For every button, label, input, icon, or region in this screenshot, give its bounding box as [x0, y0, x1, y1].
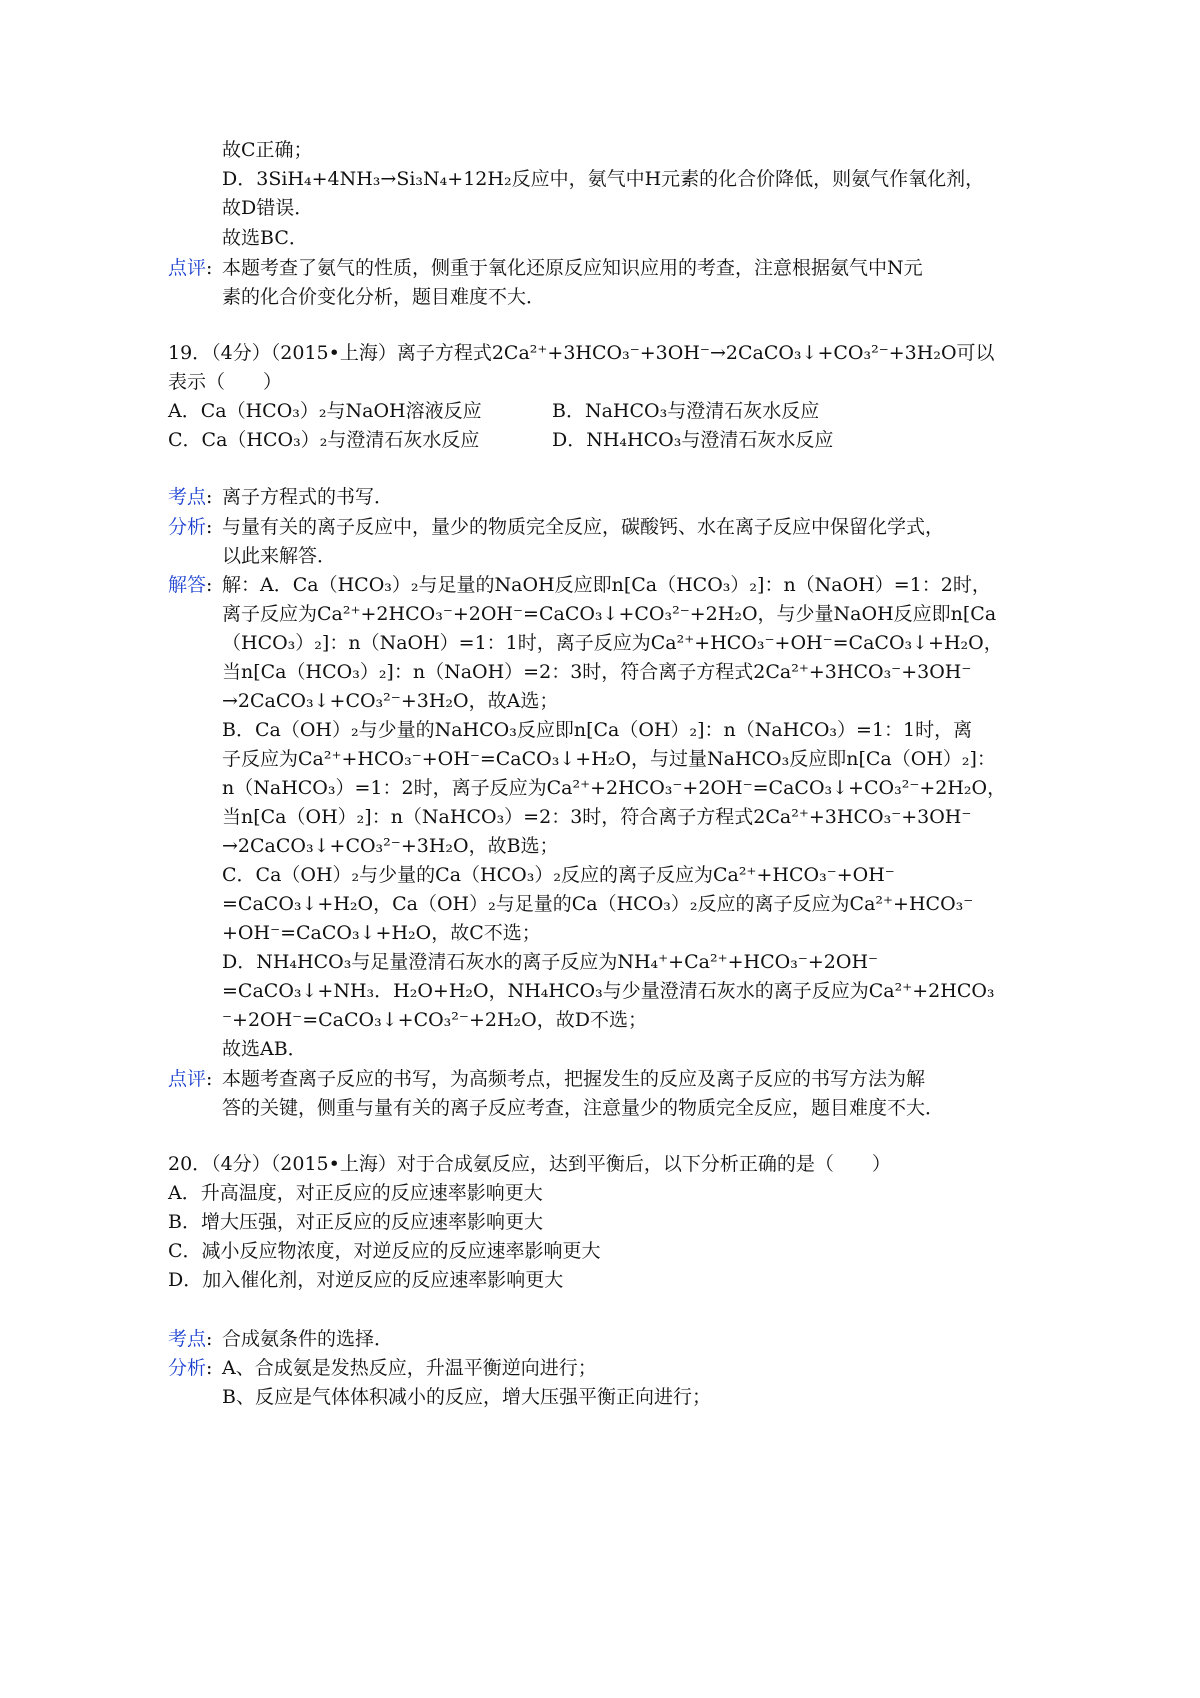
prev-solution-line: 故选BC． [222, 227, 308, 249]
q19-dianping-label: 点评 : [168, 1067, 212, 1091]
q19-kaodian: 离子方程式的书写． [222, 486, 394, 508]
q19-dianping-line: 本题考查离子反应的书写，为高频考点，把握发生的反应及离子反应的书写方法为解 [222, 1068, 926, 1090]
q19-jieda-line: D．NH₄HCO₃与足量澄清石灰水的离子反应为NH₄⁺+Ca²⁺+HCO₃⁻+2OH⁻ [222, 951, 879, 973]
q20-kaodian-label: 考点 : [168, 1327, 212, 1351]
q19-stem: 表示（ ） [168, 371, 283, 393]
q19-jieda-line: 解：A．Ca（HCO₃）₂与足量的NaOH反应即n[Ca（HCO₃）₂]：n（NaOH）=1：2时， [222, 574, 991, 596]
q20-option: D．加入催化剂，对逆反应的反应速率影响更大 [168, 1269, 564, 1291]
q19-option-c: C．Ca（HCO₃）₂与澄清石灰水反应 [168, 429, 480, 451]
q19-jieda-line: →2CaCO₃↓+CO₃²⁻+3H₂O，故A选； [222, 690, 559, 712]
q19-jieda-line: 故选AB． [222, 1038, 307, 1060]
prev-comment-line: 素的化合价变化分析，题目难度不大． [222, 286, 546, 308]
q19-jieda-line: （HCO₃）₂]：n（NaOH）=1：1时，离子反应为Ca²⁺+HCO₃⁻+OH⁻=CaCO₃↓+H₂O， [222, 632, 1003, 654]
prev-comment-line: 本题考查了氨气的性质，侧重于氧化还原反应知识应用的考查，注意根据氨气中N元 [222, 257, 923, 279]
q19-option-d: D．NH₄HCO₃与澄清石灰水反应 [552, 429, 834, 451]
q19-fenxi-line: 以此来解答． [222, 545, 337, 567]
q19-jieda-line: 子反应为Ca²⁺+HCO₃⁻+OH⁻=CaCO₃↓+H₂O，与过量NaHCO₃反应即n[Ca（OH）₂]： [222, 748, 996, 770]
q19-jieda-line: +OH⁻=CaCO₃↓+H₂O，故C不选； [222, 922, 541, 944]
q19-option-a: A．Ca（HCO₃）₂与NaOH溶液反应 [168, 400, 482, 422]
q19-fenxi-line: 与量有关的离子反应中，量少的物质完全反应，碳酸钙、水在离子反应中保留化学式， [222, 516, 945, 538]
q19-fenxi-label: 分析 : [168, 515, 212, 539]
q19-jieda-line: 当n[Ca（OH）₂]：n（NaHCO₃）=2：3时，符合离子方程式2Ca²⁺+3HCO₃⁻+3OH⁻ [222, 806, 972, 828]
q19-jieda-line: C．Ca（OH）₂与少量的Ca（HCO₃）₂反应的离子反应为Ca²⁺+HCO₃⁻+OH⁻ [222, 864, 895, 886]
q20-fenxi-label: 分析 : [168, 1356, 212, 1380]
q20-option: C．减小反应物浓度，对逆反应的反应速率影响更大 [168, 1240, 601, 1262]
q20-stem: 20．（4分）（2015•上海）对于合成氨反应，达到平衡后，以下分析正确的是（ ） [168, 1153, 891, 1175]
q20-option: A．升高温度，对正反应的反应速率影响更大 [168, 1182, 543, 1204]
q20-option: B．增大压强，对正反应的反应速率影响更大 [168, 1211, 543, 1233]
q19-jieda-line: B．Ca（OH）₂与少量的NaHCO₃反应即n[Ca（OH）₂]：n（NaHCO₃）=1：1时，离 [222, 719, 973, 741]
q19-kaodian-label: 考点 : [168, 485, 212, 509]
q19-jieda-line: =CaCO₃↓+H₂O，Ca（OH）₂与足量的Ca（HCO₃）₂反应的离子反应为Ca²⁺+HCO₃⁻ [222, 893, 974, 915]
q19-jieda-line: =CaCO₃↓+NH₃．H₂O+H₂O，NH₄HCO₃与少量澄清石灰水的离子反应为Ca²⁺+2HCO₃ [222, 980, 995, 1002]
prev-comment-label: 点评 : [168, 256, 212, 280]
q20-kaodian: 合成氨条件的选择． [222, 1328, 394, 1350]
q19-jieda-line: 离子反应为Ca²⁺+2HCO₃⁻+2OH⁻=CaCO₃↓+CO₃²⁻+2H₂O，与少量NaOH反应即n[Ca [222, 603, 997, 625]
prev-solution-line: D．3SiH₄+4NH₃→Si₃N₄+12H₂反应中，氨气中H元素的化合价降低，则氨气作氧化剂， [222, 168, 985, 190]
q19-stem: 19．（4分）（2015•上海）离子方程式2Ca²⁺+3HCO₃⁻+3OH⁻→2CaCO₃↓+CO₃²⁻+3H₂O可以 [168, 342, 995, 364]
q19-dianping-line: 答的关键，侧重与量有关的离子反应考查，注意量少的物质完全反应，题目难度不大． [222, 1097, 945, 1119]
q19-option-b: B．NaHCO₃与澄清石灰水反应 [552, 400, 820, 422]
prev-solution-line: 故C正确； [222, 139, 313, 161]
q20-fenxi-line: A、合成氨是发热反应，升温平衡逆向进行； [222, 1357, 597, 1379]
q19-jieda-label: 解答 : [168, 573, 212, 597]
q19-jieda-line: →2CaCO₃↓+CO₃²⁻+3H₂O，故B选； [222, 835, 559, 857]
q19-jieda-line: n（NaHCO₃）=1：2时，离子反应为Ca²⁺+2HCO₃⁻+2OH⁻=CaCO₃↓+CO₃²⁻+2H₂O， [222, 777, 1007, 799]
prev-solution-line: 故D错误． [222, 197, 314, 219]
q19-jieda-line: 当n[Ca（HCO₃）₂]：n（NaOH）=2：3时，符合离子方程式2Ca²⁺+3HCO₃⁻+3OH⁻ [222, 661, 972, 683]
q19-jieda-line: ⁻+2OH⁻=CaCO₃↓+CO₃²⁻+2H₂O，故D不选； [222, 1009, 647, 1031]
q20-fenxi-line: B、反应是气体体积减小的反应，增大压强平衡正向进行； [222, 1386, 711, 1408]
